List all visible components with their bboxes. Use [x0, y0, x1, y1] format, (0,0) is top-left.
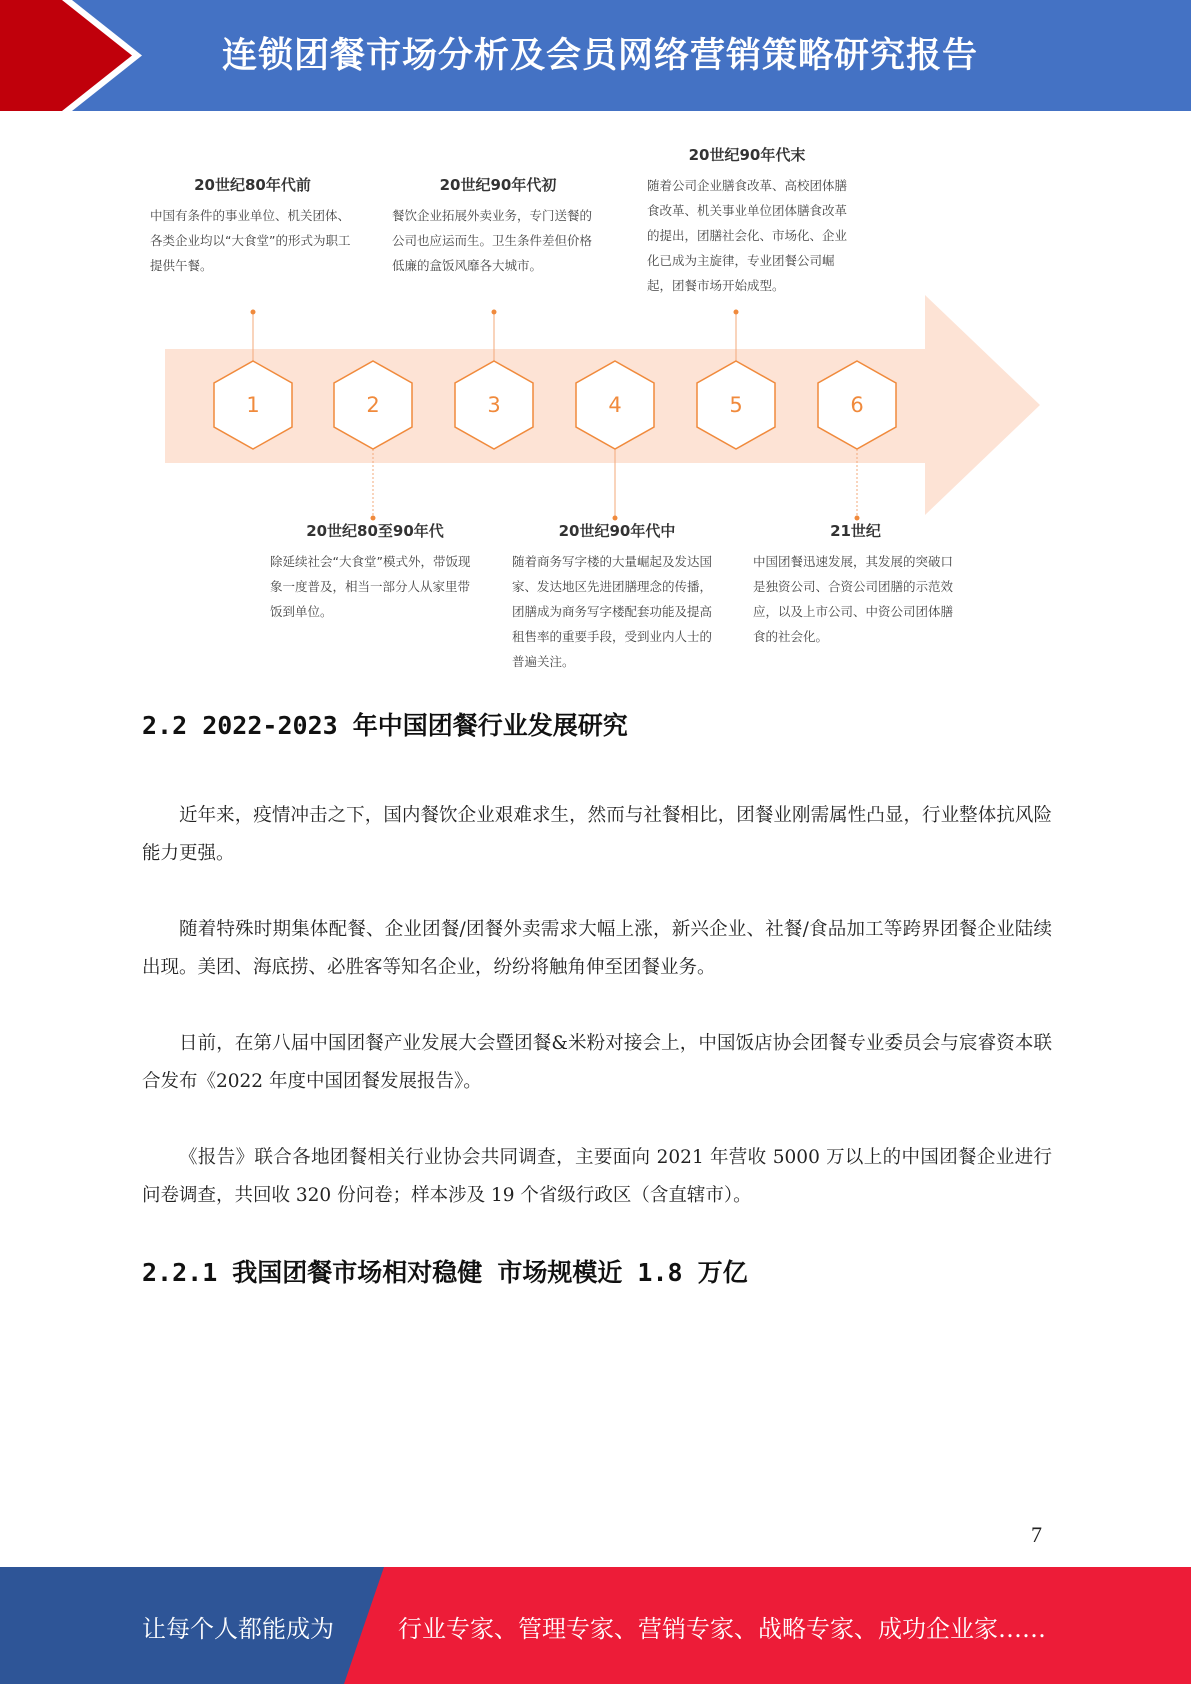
timeline-node-3 — [452, 359, 536, 451]
era-title: 20世纪80至90年代 — [306, 522, 444, 540]
era-title: 20世纪90年代末 — [688, 146, 806, 164]
section-heading-2-2: 2.2 2022-2023 年中国团餐行业发展研究 — [142, 711, 628, 740]
node-number: 6 — [850, 393, 864, 417]
development-timeline — [0, 130, 1191, 690]
page-header — [0, 0, 1191, 111]
section-heading-2-2-1: 2.2.1 我国团餐市场相对稳健 市场规模近 1.8 万亿 — [142, 1258, 748, 1287]
era-top-2 — [392, 174, 604, 278]
timeline-node-1 — [211, 359, 295, 451]
page-number: 7 — [1031, 1522, 1042, 1547]
paragraph-4: 《报告》联合各地团餐相关行业协会共同调查，主要面向 2021 年营收 5000 万以上的中国团餐企业进行问卷调查，共回收 320 份问卷；样本涉及 19 个省级行政区（含直辖市）。 — [142, 1147, 1052, 1206]
era-description: 随着公司企业膳食改革、高校团体膳食改革、机关事业单位团体膳食改革的提出，团膳社会化、市场化、企业化已成为主旋律，专业团餐公司崛起，团餐市场开始成型。 — [647, 178, 848, 293]
era-bottom-3 — [753, 520, 958, 649]
era-bottom-2 — [512, 520, 722, 674]
era-bottom-1 — [270, 520, 480, 624]
node-number: 3 — [487, 393, 501, 417]
footer-slogan-right: 行业专家、管理专家、营销专家、战略专家、成功企业家…… — [398, 1615, 1046, 1643]
node-number: 1 — [246, 393, 260, 417]
timeline-node-6 — [815, 359, 899, 451]
paragraph-1: 近年来，疫情冲击之下，国内餐饮企业艰难求生，然而与社餐相比，团餐业刚需属性凸显，行业整体抗风险能力更强。 — [142, 805, 1052, 864]
era-title: 20世纪90年代初 — [439, 176, 557, 194]
era-description: 除延续社会“大食堂”模式外，带饭现象一度普及，相当一部分人从家里带饭到单位。 — [270, 554, 471, 619]
era-top-1 — [150, 174, 355, 278]
era-top-3 — [647, 144, 847, 298]
era-description: 中国有条件的事业单位、机关团体、各类企业均以“大食堂”的形式为职工提供午餐。 — [150, 208, 351, 273]
header-arrow-decoration — [0, 0, 160, 111]
era-description: 餐饮企业拓展外卖业务，专门送餐的公司也应运而生。卫生条件差但价格低廉的盒饭风靡各大城市。 — [392, 208, 593, 273]
node-number: 2 — [366, 393, 380, 417]
paragraph-2: 随着特殊时期集体配餐、企业团餐/团餐外卖需求大幅上涨，新兴企业、社餐/食品加工等跨界团餐企业陆续出现。美团、海底捞、必胜客等知名企业，纷纷将触角伸至团餐业务。 — [142, 919, 1052, 978]
era-title: 20世纪80年代前 — [194, 176, 311, 194]
era-title: 20世纪90年代中 — [558, 522, 676, 540]
timeline-node-5 — [694, 359, 778, 451]
footer-slogan-left: 让每个人都能成为 — [142, 1615, 334, 1643]
node-number: 4 — [608, 393, 622, 417]
node-number: 5 — [729, 393, 743, 417]
page-footer — [0, 1567, 1191, 1684]
era-description: 中国团餐迅速发展，其发展的突破口是独资公司、合资公司团膳的示范效应，以及上市公司、中资公司团体膳食的社会化。 — [753, 554, 954, 644]
timeline-node-4 — [573, 359, 657, 451]
era-description: 随着商务写字楼的大量崛起及发达国家、发达地区先进团膳理念的传播，团膳成为商务写字楼配套功能及提高租售率的重要手段，受到业内人士的普遍关注。 — [512, 554, 713, 669]
report-title: 连锁团餐市场分析及会员网络营销策略研究报告 — [222, 36, 979, 76]
era-title: 21世纪 — [830, 522, 881, 540]
paragraph-3: 日前，在第八届中国团餐产业发展大会暨团餐&米粉对接会上，中国饭店协会团餐专业委员会与宸睿资本联合发布《2022 年度中国团餐发展报告》。 — [142, 1033, 1052, 1092]
timeline-node-2 — [331, 359, 415, 451]
